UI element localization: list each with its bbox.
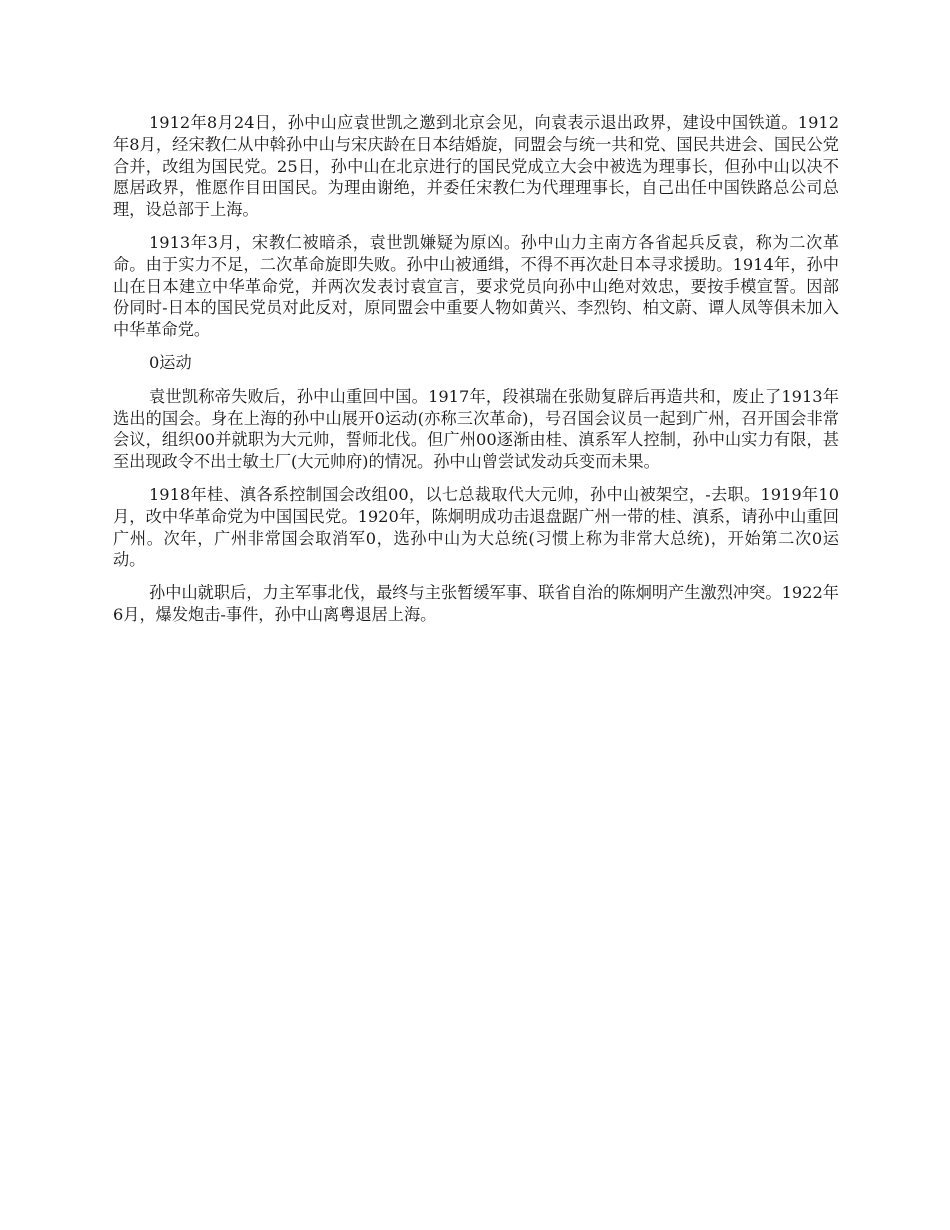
paragraph-1922: 孙中山就职后，力主军事北伐，最终与主张暂缓军事、联省自治的陈炯明产生激烈冲突。1922年6月，爆发炮击-事件，孙中山离粤退居上海。	[113, 583, 839, 624]
paragraph-1917: 袁世凯称帝失败后，孙中山重回中国。1917年，段祺瑞在张勋复辟后再造共和，废止了1913年选出的国会。身在上海的孙中山展开0运动(亦称三次革命)，号召国会议员一起到广州，召开国会非常会议，组织00并就职为大元帅，誓师北伐。但广州00逐渐由桂、滇系军人控制，孙中山实力有限，甚至出现政令不出士敏土厂(大元帅府)的情况。孙中山曾尝试发动兵变而未果。	[113, 386, 839, 472]
document-body	[113, 112, 839, 637]
paragraph-1913: 1913年3月，宋教仁被暗杀，袁世凯嫌疑为原凶。孙中山力主南方各省起兵反袁，称为二次革命。由于实力不足，二次革命旋即失败。孙中山被通缉，不得不再次赴日本寻求援助。1914年，孙中山在日本建立中华革命党，并两次发表讨袁宣言，要求党员向孙中山绝对效忠，要按手模宣誓。因部份同时-日本的国民党员对此反对，原同盟会中重要人物如黄兴、李烈钧、柏文蔚、谭人凤等俱未加入中华革命党。	[113, 232, 839, 340]
paragraph-1912: 1912年8月24日，孙中山应袁世凯之邀到北京会见，向袁表示退出政界，建设中国铁道。1912年8月，经宋教仁从中斡孙中山与宋庆龄在日本结婚旋，同盟会与统一共和党、国民共进会、国民公党合并，改组为国民党。25日，孙中山在北京进行的国民党成立大会中被选为理事长，但孙中山以决不愿居政界，惟愿作目田国民。为理由谢绝，并委任宋教仁为代理理事长，自己出任中国铁路总公司总理，设总部于上海。	[113, 113, 839, 220]
paragraph-1918: 1918年桂、滇各系控制国会改组00，以七总裁取代大元帅，孙中山被架空，-去职。1919年10月，改中华革命党为中国国民党。1920年，陈炯明成功击退盘踞广州一带的桂、滇系，请孙中山重回广州。次年，广州非常国会取消军0，选孙中山为大总统(习惯上称为非常大总统)，开始第二次0运动。	[113, 484, 839, 570]
section-heading: 0运动	[149, 352, 192, 372]
